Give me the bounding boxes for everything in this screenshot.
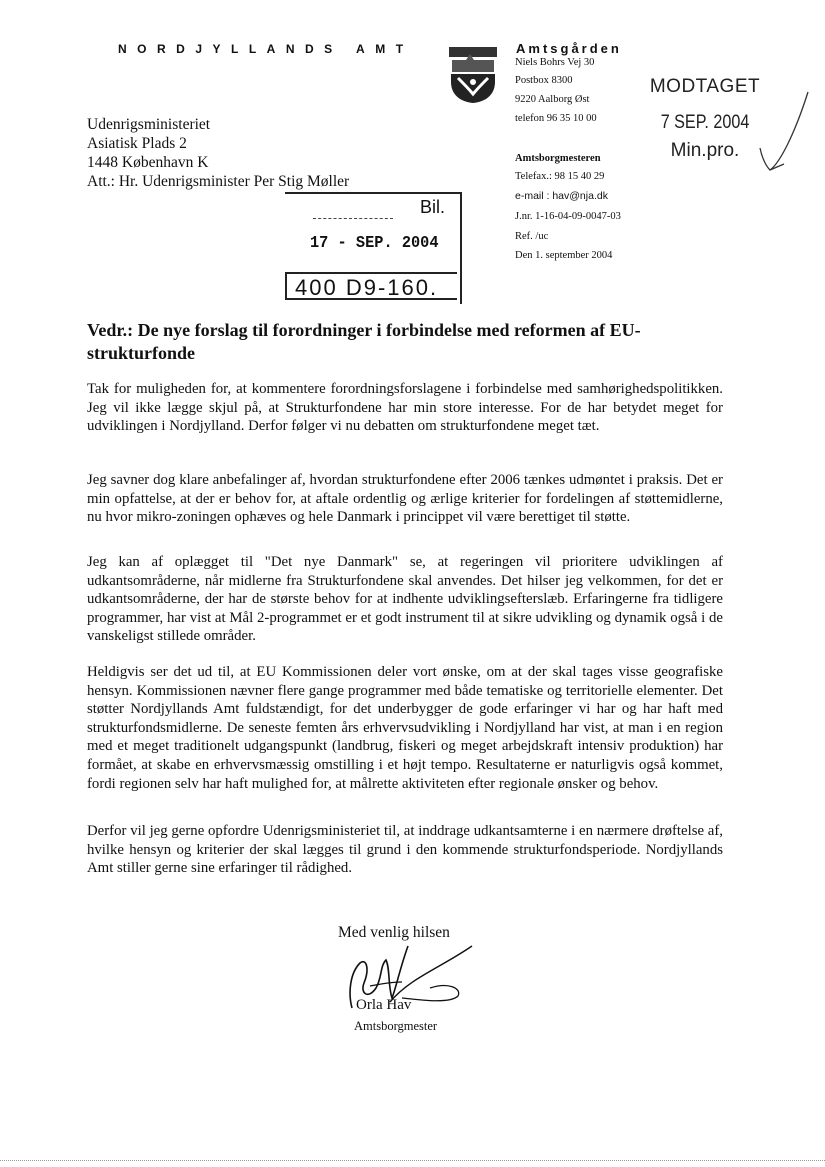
organization-name: NORDJYLLANDS AMT [118,42,414,56]
signatory-title: Amtsborgmester [354,1019,438,1033]
recipient-line-1: Udenrigsministeriet [87,116,211,133]
received-by: Min.pro. [670,140,740,161]
address-city: 9220 Aalborg Øst [515,94,590,105]
address-postbox: Postbox 8300 [515,75,573,86]
closing-salutation: Med venlig hilsen [338,924,450,941]
body-paragraph-1: Tak for muligheden for, at kommentere forordningsforslagene i forbindelse med samhørighedspolitikken. Jeg vil ikke lægge skjul på, at Strukturfondene har min store interesse. For de har betydet meget for udviklingen i Nordjylland. Derfor følger vi nu debatten om strukturfondene meget tæt. [87,381,723,435]
recipient-line-4: Att.: Hr. Udenrigsminister Per Stig Møller [87,173,350,190]
address-street: Niels Bohrs Vej 30 [515,57,595,68]
handwritten-journal-number: 400 D9-160. [285,272,457,300]
body-paragraph-3: Jeg kan af oplægget til "Det nye Danmark" se, at regeringen vil prioritere udviklingen af udkantsområderne, når midlerne fra Strukturfondene skal anvendes. Det hilser jeg velkommen, for det er udkantsområderne, der har de største behov for at indhente udviklingsefterslæb. Erfaringerne fra tidligere programmer, har vist at Mål 2-programmet er et godt instrument til at sikre udvikling og dynamik også i de vanskeligst stillede områder. [87,554,723,645]
email: e-mail : hav@nja.dk [515,190,608,202]
coat-of-arms-icon [448,46,498,104]
recipient-line-3: 1448 København K [87,154,209,171]
stamp-divider [313,218,393,220]
recipient-line-2: Asiatisk Plads 2 [87,135,187,152]
office-name: Amtsborgmesteren [515,153,601,164]
subject-heading: Vedr.: De nye forslag til forordninger i forbindelse med reformen af EU-strukturfonde [87,320,641,363]
body-paragraph-5: Derfor vil jeg gerne opfordre Udenrigsministeriet til, at inddrage udkantsamterne i en nærmere drøftelse af, hvilke hensyn og kriterier der skal lægges til grund i den kommende strukturfondsperiode. Nordjyllands Amt stiller gerne sine erfaringer til rådighed. [87,823,723,877]
received-label: MODTAGET [649,76,761,97]
bil-date: 17 - SEP. 2004 [310,234,439,253]
body-paragraph-4: Heldigvis ser det ud til, at EU Kommissionen deler vort ønske, om at der skal tages visse geografiske hensyn. Kommissionen nævner flere gange programmer med både tematiske og territorielle elementer. Det støtter Nordjyllands Amt fuldstændigt, for det underbygger de gode erfaringer vi har og har haft med strukturfondsmidlerne. De seneste femten års erhvervsudvikling i Nordjylland har vist, at man i en region med et meget traditionelt udgangspunkt (landbrug, fiskeri og meget arbejdskraft intensiv produktion) har formået, at skabe en erhvervsmæssig omstilling i et højt tempo. Resultaterne er naturligvis også kommet, fordi regionen selv har haft mulighed for, at målrette aktiviteten efter regionale ønsker og behov. [87,664,723,792]
page-bottom-rule [0,1160,825,1162]
organization-unit: Amtsgården [516,41,622,56]
body-paragraph-2: Jeg savner dog klare anbefalinger af, hvordan strukturfondene efter 2006 tænkes udmøntet i praksis. Det er min opfattelse, at der er behov for, at aftale ordentlig og ærlige kriterier for fordelingen af støttemidlerne, nu hvor mikro-zoningen ophæves og hele Danmark i princippet vil være berettiget til støtte. [87,472,723,526]
telefax: Telefax.: 98 15 40 29 [515,171,605,182]
journal-number: J.nr. 1-16-04-09-0047-03 [515,211,621,222]
received-date: 7 SEP. 2004 [660,112,750,133]
letter-date: Den 1. september 2004 [515,250,613,261]
bil-label: Bil. [420,197,446,217]
address-phone: telefon 96 35 10 00 [515,113,597,124]
reference: Ref. /uc [515,231,549,242]
signatory-name: Orla Hav [356,997,412,1013]
checkmark-icon [740,88,810,188]
